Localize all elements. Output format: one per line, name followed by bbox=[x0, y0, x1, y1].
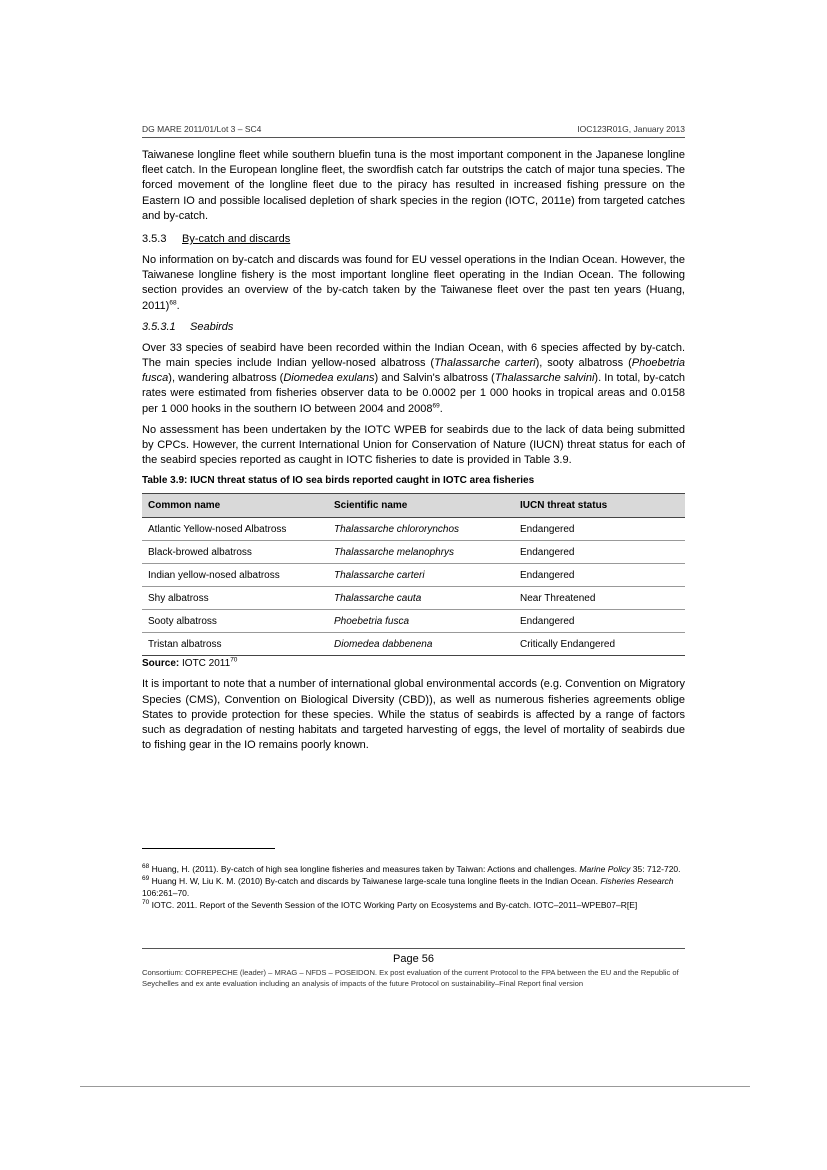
table-row bbox=[142, 587, 685, 610]
paragraph-4: No assessment has been undertaken by the IOTC WPEB for seabirds due to the lack of data being submitted by CPCs. However, the current International Union for Conservation of Nature (IUCN) threat status for each of the seabird species reported as caught in IOTC fisheries to date is provided in Table 3.9. bbox=[142, 423, 685, 467]
cell-common: Indian yellow-nosed albatross bbox=[142, 564, 328, 587]
cell-common: Black-browed albatross bbox=[142, 541, 328, 564]
cell-common: Sooty albatross bbox=[142, 610, 328, 633]
footnote-number: 69 bbox=[142, 875, 150, 883]
footnotes bbox=[142, 863, 685, 911]
p3-text-i: ). In total, by-catch rates were estimated from fisheries observer data to be 0.0002 per 1 000 hooks in tropical areas and 0.0158 per 1 000 hooks in the southern IO between 2004 and 2008 bbox=[142, 372, 685, 415]
paragraph-5: It is important to note that a number of international global environmental accords (e.g. Convention on Migratory Species (CMS), Convention on Biological Diversity (CBD)), as well as numerous fisheries agreements oblige States to provide protection for these species. While the status of seabirds is affected by a range of factors such as degradation of nesting habitats and targeted harvesting of eggs, the level of mortality of seabirds due to fishing gear in the IO remains poorly known. bbox=[142, 678, 685, 752]
table-header-row bbox=[142, 494, 685, 518]
footnote-tail: 35: 712-720. bbox=[630, 864, 681, 874]
cell-status: Endangered bbox=[514, 541, 685, 564]
footnote-journal: Marine Policy bbox=[579, 864, 631, 874]
cell-common: Atlantic Yellow-nosed Albatross bbox=[142, 518, 328, 541]
cell-scientific: Thalassarche cauta bbox=[328, 587, 514, 610]
paragraph-3 bbox=[142, 341, 685, 417]
paragraph-2-text: No information on by-catch and discards was found for EU vessel operations in the Indian Ocean. However, the Taiwanese longline fishery is the most important longline fleet operating in the Indian Ocean. The following section provides an overview of the by-catch taken by the Taiwanese fleet over the past ten years (Huang, 2011) bbox=[142, 254, 685, 312]
cell-status: Endangered bbox=[514, 518, 685, 541]
table-row bbox=[142, 541, 685, 564]
cell-scientific: Thalassarche carteri bbox=[328, 564, 514, 587]
bottom-divider bbox=[80, 1086, 750, 1087]
table-caption-text: IUCN threat status of IO sea birds reported caught in IOTC area fisheries bbox=[190, 475, 535, 487]
p3-end: . bbox=[439, 402, 443, 415]
col-common-name: Common name bbox=[142, 494, 328, 518]
cell-common: Shy albatross bbox=[142, 587, 328, 610]
col-iucn-status: IUCN threat status bbox=[514, 494, 685, 518]
footnote-ref-68[interactable]: 68 bbox=[169, 298, 177, 306]
footnote-70 bbox=[142, 899, 685, 911]
table-row bbox=[142, 610, 685, 633]
cell-status: Endangered bbox=[514, 610, 685, 633]
p3-text-g: ) and Salvin's albatross ( bbox=[374, 372, 495, 385]
footnote-tail: 106:261–70. bbox=[142, 888, 190, 898]
footnote-69 bbox=[142, 875, 685, 899]
source-label: Source: bbox=[142, 658, 180, 670]
header-right: IOC123R01G, January 2013 bbox=[577, 124, 685, 134]
table-row bbox=[142, 518, 685, 541]
page-number: Page 56 bbox=[393, 953, 434, 965]
table-caption-label: Table 3.9: bbox=[142, 475, 188, 487]
paragraph-2: No information on by-catch and discards was found for EU vessel operations in the Indian Ocean. However, the Taiwanese longline fishery is the most important longline fleet operating in the Indian Ocean. The following section provides an overview of the by-catch taken by the Taiwanese fleet over the past ten years (Huang, 2011)$^{68}$. bbox=[142, 254, 685, 312]
subsection-heading bbox=[142, 320, 685, 335]
consortium-note: Consortium: COFREPECHE (leader) – MRAG – NFDS – POSEIDON. Ex post evaluation of the current Protocol to the FPA between the EU and the Republic of Seychelles and ex ante evaluation including an analysis of impacts of the future Protocol on sustainability–Final Report final version bbox=[142, 968, 679, 988]
footnote-68 bbox=[142, 863, 685, 875]
page-footer bbox=[142, 948, 685, 989]
p3-species-4: Thalassarche salvini bbox=[494, 372, 595, 385]
subsection-number: 3.5.3.1 bbox=[142, 320, 176, 333]
table-caption bbox=[142, 474, 685, 488]
table-row bbox=[142, 564, 685, 587]
p3-text-c: ), sooty albatross ( bbox=[535, 357, 632, 370]
footnote-number: 68 bbox=[142, 863, 150, 871]
cell-common: Tristan albatross bbox=[142, 633, 328, 656]
p3-text-a: Over 33 species of seabird have been recorded within the Indian Ocean, with 6 species affected by by-catch. The main species include Indian yellow-nosed albatross ( bbox=[142, 341, 685, 370]
cell-scientific: Diomedea dabbenena bbox=[328, 633, 514, 656]
footnote-number: 70 bbox=[142, 899, 150, 907]
source-text: IOTC 2011 bbox=[182, 658, 231, 670]
footnote-text: Huang H. W, Liu K. M. (2010) By-catch and discards by Taiwanese large-scale tuna longline fleets in the Indian Ocean. bbox=[151, 876, 601, 886]
footnote-journal: Fisheries Research bbox=[600, 876, 674, 886]
footnote-divider bbox=[142, 848, 275, 849]
section-number: 3.5.3 bbox=[142, 233, 167, 246]
document-page bbox=[142, 124, 685, 753]
iucn-status-table bbox=[142, 493, 685, 656]
footnote-text: IOTC. 2011. Report of the Seventh Session of the IOTC Working Party on Ecosystems and By-catch. IOTC–2011–WPEB07–R[E] bbox=[149, 900, 638, 910]
p3-text-e: ), wandering albatross ( bbox=[168, 372, 284, 385]
subsection-title: Seabirds bbox=[190, 320, 234, 333]
cell-status: Critically Endangered bbox=[514, 633, 685, 656]
footnote-ref-70[interactable]: 70 bbox=[230, 657, 238, 665]
cell-status: Near Threatened bbox=[514, 587, 685, 610]
section-heading bbox=[142, 232, 685, 247]
paragraph-1: Taiwanese longline fleet while southern bluefin tuna is the most important component in the Japanese longline fleet catch. In the European longline fleet, the swordfish catch far outstrips the catch of major tuna species. The forced movement of the longline fleet due to the piracy has resulted in increased fishing pressure on the Eastern IO and possible localised depletion of shark species in the region (IOTC, 2011e) from targeted catches and by-catch. bbox=[142, 149, 685, 222]
cell-status: Endangered bbox=[514, 564, 685, 587]
cell-scientific: Thalassarche chlororynchos bbox=[328, 518, 514, 541]
p3-species-2: Phoebetria fusca bbox=[142, 357, 685, 385]
footnote-ref-69[interactable]: 69 bbox=[432, 401, 440, 409]
table-source bbox=[142, 658, 685, 669]
p3-species-3: Diomedea exulans bbox=[283, 372, 375, 385]
cell-scientific: Phoebetria fusca bbox=[328, 610, 514, 633]
footnote-text: Huang, H. (2011). By-catch of high sea longline fisheries and measures taken by Taiwan: Actions and challenges. bbox=[151, 864, 580, 874]
page-header bbox=[142, 124, 685, 138]
header-left: DG MARE 2011/01/Lot 3 – SC4 bbox=[142, 124, 262, 134]
cell-scientific: Thalassarche melanophrys bbox=[328, 541, 514, 564]
section-title: By-catch and discards bbox=[182, 233, 291, 246]
p3-species-1: Thalassarche carteri bbox=[434, 357, 536, 370]
table-row bbox=[142, 633, 685, 656]
col-scientific-name: Scientific name bbox=[328, 494, 514, 518]
